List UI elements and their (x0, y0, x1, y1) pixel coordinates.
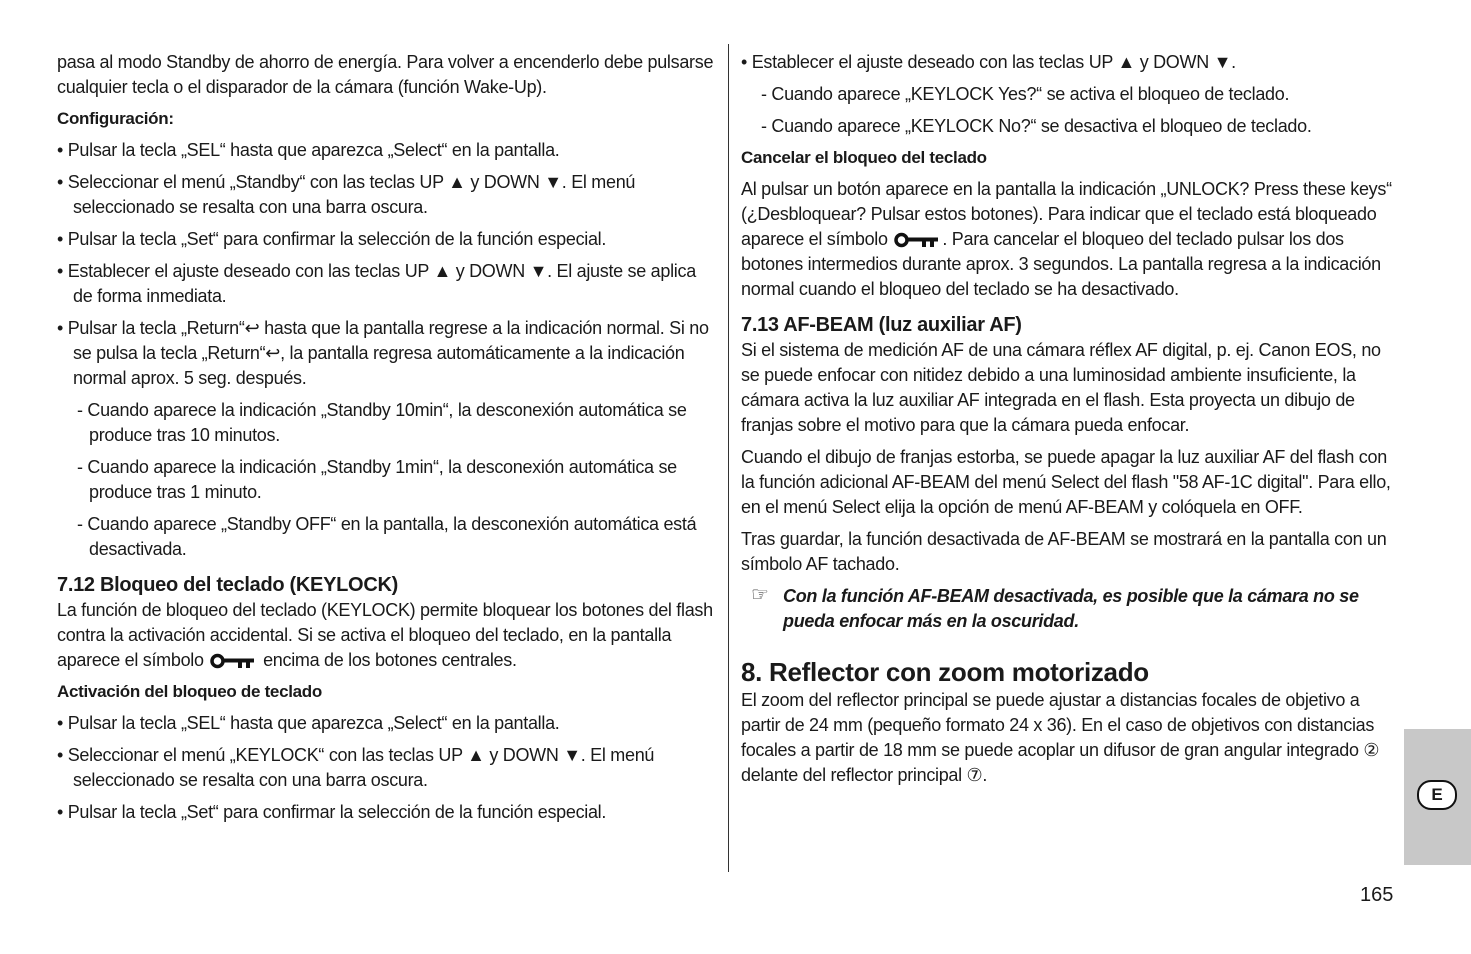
afbeam-note (741, 584, 1401, 634)
return-icon: ↩ (244, 318, 260, 338)
language-badge: E (1417, 780, 1457, 810)
config-bullet-3: • Pulsar la tecla „Set“ para confirmar la selección de la función especial. (57, 229, 607, 249)
right-column (741, 50, 1401, 788)
key-lock-icon (210, 653, 256, 669)
config-bullet-2: • Seleccionar el menú „Standby“ con las teclas UP ▲ y DOWN ▼. El menú seleccionado se resalta con una barra oscura. (57, 172, 636, 217)
return-text-c: , la pantalla regresa automáticamente a la indicación normal aprox. 5 seg. después. (73, 343, 685, 388)
activation-heading: Activación del bloqueo de teclado (57, 682, 322, 701)
afbeam-heading: 7.13 AF-BEAM (luz auxiliar AF) (741, 314, 1022, 336)
activation-bullet-2: • Seleccionar el menú „KEYLOCK“ con las teclas UP ▲ y DOWN ▼. El menú seleccionado se resalta con una barra oscura. (57, 745, 655, 790)
cancel-heading: Cancelar el bloqueo del teclado (741, 148, 987, 167)
standby-dash-3: - Cuando aparece „Standby OFF“ en la pantalla, la desconexión automática está desactivada. (77, 514, 697, 559)
return-text-a: • Pulsar la tecla „Return“ (57, 318, 245, 338)
config-bullet-4: • Establecer el ajuste deseado con las teclas UP ▲ y DOWN ▼. El ajuste se aplica de forma inmediata. (57, 261, 696, 306)
return-text-b: hasta que la pantalla regrese a la indicación normal. Si no se pulsa la tecla „Return“ (73, 318, 709, 363)
return-bullet (57, 316, 719, 391)
zoom-heading: 8. Reflector con zoom motorizado (741, 657, 1149, 687)
language-tab (1404, 729, 1471, 865)
keylock-yes-dash: - Cuando aparece „KEYLOCK Yes?“ se activa el bloqueo de teclado. (761, 84, 1290, 104)
config-heading: Configuración: (57, 109, 174, 128)
afbeam-paragraph-2: Cuando el dibujo de franjas estorba, se puede apagar la luz auxiliar AF del flash con la función adicional AF-BEAM del menú Select del flash "58 AF-1C digital". Para ello, en el menú Select elija la opción de menú AF-BEAM y colóquela en OFF. (741, 447, 1391, 517)
keylock-text-b: encima de los botones centrales. (263, 650, 517, 670)
afbeam-paragraph-1: Si el sistema de medición AF de una cámara réflex AF digital, p. ej. Canon EOS, no se puede enfocar con nitidez debido a una luminosidad ambiente insuficiente, la cámara activa la luz auxiliar AF integrada en el flash. Esta proyecta un dibujo de franjas sobre el motivo para que la cámara pueda enfocar. (741, 340, 1381, 435)
standby-dash-1: - Cuando aparece la indicación „Standby 10min“, la desconexión automática se produce tras 10 minutos. (77, 400, 687, 445)
page-number: 165 (1360, 884, 1394, 906)
activation-bullet-3: • Pulsar la tecla „Set“ para confirmar la selección de la función especial. (57, 802, 607, 822)
pointing-hand-icon: ☞ (751, 584, 769, 606)
cancel-text-a: Al pulsar un botón aparece en la pantalla la indicación „UNLOCK? Press these keys“ (¿Desbloquear? Pulsar estos botones). Para indicar que el teclado está bloqueado aparece el símbolo (741, 179, 1392, 249)
keylock-paragraph (57, 598, 719, 673)
keylock-text-a: La función de bloqueo del teclado (KEYLOCK) permite bloquear los botones del flash contra la activación accidental. Si se activa el bloqueo del teclado, en la pantalla aparece el símbolo (57, 600, 713, 670)
intro-paragraph: pasa al modo Standby de ahorro de energía. Para volver a encenderlo debe pulsarse cualquier tecla o el disparador de la cámara (función Wake-Up). (57, 52, 714, 97)
cancel-paragraph (741, 177, 1401, 302)
activation-bullet-1: • Pulsar la tecla „SEL“ hasta que aparezca „Select“ en la pantalla. (57, 713, 560, 733)
afbeam-paragraph-3: Tras guardar, la función desactivada de AF-BEAM se mostrará en la pantalla con un símbolo AF tachado. (741, 529, 1387, 574)
config-bullet-1: • Pulsar la tecla „SEL“ hasta que aparezca „Select“ en la pantalla. (57, 140, 560, 160)
key-lock-icon (894, 232, 940, 248)
column-divider (728, 44, 729, 872)
keylock-set-bullet: • Establecer el ajuste deseado con las teclas UP ▲ y DOWN ▼. (741, 52, 1236, 72)
standby-dash-2: - Cuando aparece la indicación „Standby 1min“, la desconexión automática se produce tras 1 minuto. (77, 457, 677, 502)
afbeam-note-text: Con la función AF-BEAM desactivada, es posible que la cámara no se pueda enfocar más en la oscuridad. (783, 586, 1359, 631)
cancel-text-b: . Para cancelar el bloqueo del teclado pulsar los dos botones intermedios durante aprox. 3 segundos. La pantalla regresa a la indicación normal cuando el bloqueo del teclado se ha desactivado. (741, 229, 1381, 299)
return-icon: ↩ (265, 343, 281, 363)
zoom-paragraph: El zoom del reflector principal se puede ajustar a distancias focales de objetivo a partir de 24 mm (pequeño formato 24 x 36). En el caso de objetivos con distancias focales a partir de 18 mm se puede acoplar un difusor de gran angular integrado ② delante del reflector principal ⑦. (741, 690, 1380, 785)
keylock-no-dash: - Cuando aparece „KEYLOCK No?“ se desactiva el bloqueo de teclado. (761, 116, 1312, 136)
keylock-heading: 7.12 Bloqueo del teclado (KEYLOCK) (57, 574, 398, 596)
left-column (57, 50, 719, 825)
